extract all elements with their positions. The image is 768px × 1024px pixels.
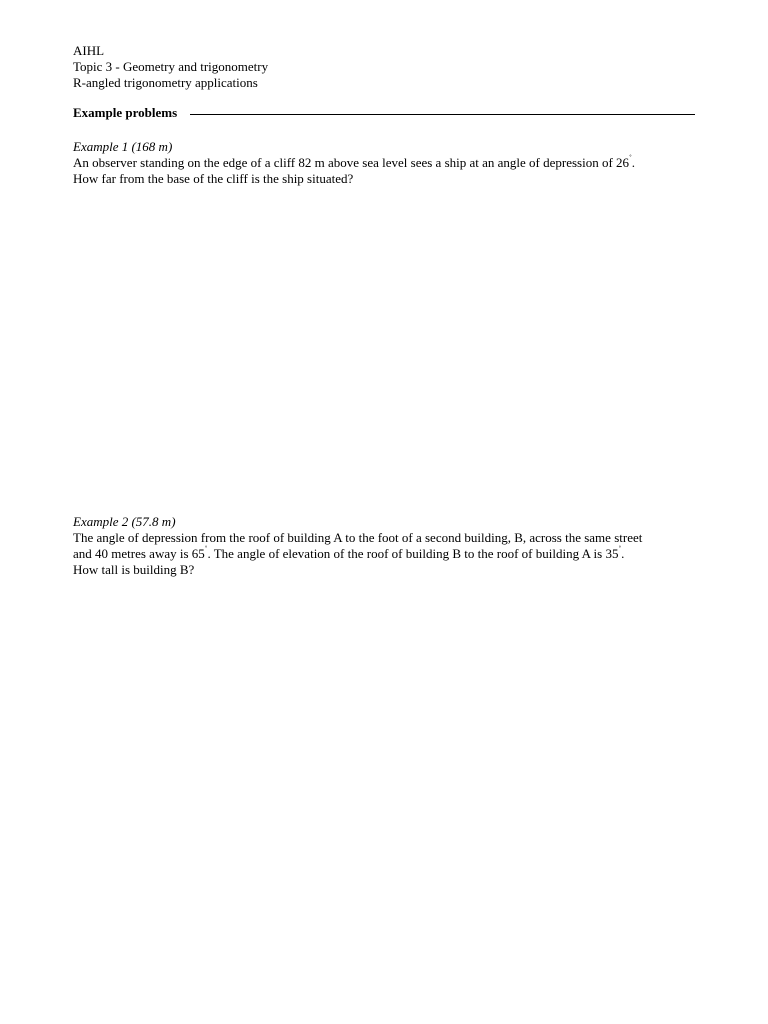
example-1-line-2: How far from the base of the cliff is the ship situated? bbox=[73, 171, 354, 186]
degree-symbol: ˚ bbox=[629, 153, 632, 163]
course-label: AIHL bbox=[73, 43, 105, 58]
degree-symbol: ˚ bbox=[618, 544, 622, 554]
example-1-heading: Example 1 (168 m) bbox=[73, 139, 173, 154]
example-1 bbox=[73, 139, 698, 187]
section-header bbox=[73, 105, 695, 121]
topic-label: Topic 3 - Geometry and trigonometry bbox=[73, 59, 269, 74]
degree-symbol: ˚ bbox=[204, 544, 208, 554]
section-divider bbox=[190, 114, 695, 115]
example-1-line-1: An observer standing on the edge of a cliff 82 m above sea level sees a ship at an angle of depression of 26˚. bbox=[73, 153, 635, 170]
example-2-line-3: How tall is building B? bbox=[73, 562, 195, 577]
example-2-line-2: and 40 metres away is 65˚. The angle of elevation of the roof of building B to the roof of building A is 35˚. bbox=[73, 544, 625, 561]
example-2 bbox=[73, 514, 698, 578]
example-2-line-1: The angle of depression from the roof of building A to the foot of a second building, B, across the same street bbox=[73, 530, 643, 545]
subtopic-label: R-angled trigonometry applications bbox=[73, 75, 258, 90]
example-2-heading: Example 2 (57.8 m) bbox=[73, 514, 176, 529]
section-title: Example problems bbox=[73, 105, 178, 120]
